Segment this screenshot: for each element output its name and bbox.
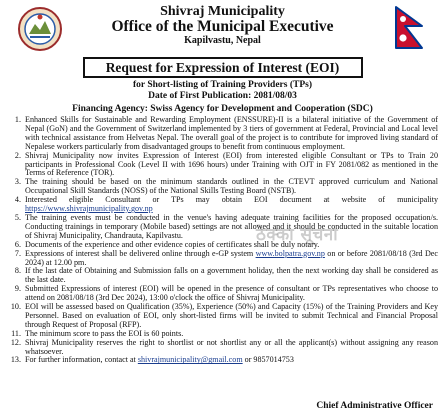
egp-website-link[interactable]: www.bolpatra.gov.np [255, 248, 325, 258]
list-item: 4. Interested eligible Consultant or TPs may obtain EOI document at website of municipality https://www.shivrajmunicipality.gov.np [23, 196, 438, 214]
list-item: 12. Shivraj Municipality reserves the right to shortlist or not shortlist any or all the applicant(s) without assigning any reason whatsoever. [23, 339, 438, 357]
header [7, 4, 438, 54]
list-item: 3. The training should be based on the minimum standards outlined in the CTEVT approved curriculum and National Occupational Skill Standards (NOSS) of the National Skills Testing Board (NSTB). [23, 178, 438, 196]
notice-items [7, 116, 438, 365]
contact-email-link[interactable]: shivrajmunicipality@gmail.com [137, 355, 243, 365]
list-item: 13. For further information, contact at shivrajmunicipality@gmail.com or 9857014753 [23, 356, 438, 365]
notice-title: Request for Expression of Interest (EOI) [83, 57, 363, 78]
signature: Chief Administrative Officer [316, 401, 433, 411]
municipality-website-link[interactable]: https://www.shivrajmunicipality.gov.np [25, 204, 153, 214]
list-item: 2. Shivraj Municipality now invites Expression of Interest (EOI) from interested eligible Consultant or TPs to Train 20 participants in Professional Cook (Level II with 1696 hours) under Training with OJT in FY 2081/082 as mentioned in the Terms of Reference (TOR). [23, 152, 438, 179]
list-item: 1. Enhanced Skills for Sustainable and Rewarding Employment (ENSSURE)-II is a bilateral initiative of the Government of Nepal (GoN) and the Government of Switzerland implemented by 3 tiers of government at Federal, Provincial and Local level with technical assistance from Helvetas Nepal. The overall goal of the project is to contribute for improved living standard of Nepalese workers particularly from disadvantaged groups to benefit from continuous employment. [23, 116, 438, 152]
list-item: 6. Documents of the experience and other evidence copies of certificates shall be duly notary. [23, 241, 438, 250]
financing-agency: Financing Agency: Swiss Agency for Development and Cooperation (SDC) [72, 104, 373, 114]
org-name: Shivraj Municipality [160, 4, 285, 19]
nepal-flag-icon [394, 6, 424, 50]
location: Kapilvastu, Nepal [184, 35, 261, 46]
notice-subtitle: for Short-listing of Training Providers (TPs) [132, 80, 312, 90]
list-item: 10. EOI will be assessed based on Qualification (35%), Experience (50%) and Capacity (15%) of the Training Providers and Key Personnel. Based on evaluation of EOI, only short-listed firms will be invited to submit Technical and Financial Proposal through Request of Proposal (RFP). [23, 303, 438, 330]
publication-date: Date of First Publication: 2081/08/03 [148, 91, 297, 101]
list-item: 11. The minimum score to pass the EOI is 60 points. [23, 330, 438, 339]
nepal-emblem-icon [17, 6, 63, 52]
list-item: 8. If the last date of Obtaining and Submission falls on a government holiday, then the next working day shall be considered as the last date. [23, 267, 438, 285]
watermark: ठेक्का सूचना [256, 225, 339, 245]
list-item: 7. Expressions of interest shall be delivered online through e-GP system www.bolpatra.gov.np on or before 2081/08/18 (3rd Dec 2024) at 12.00 pm. [23, 250, 438, 268]
list-item: 9. Submitted Expressions of interest (EOI) will be opened in the presence of consultant or TPs representatives who choose to attend on 2081/08/18 (3rd Dec 2024), 13:00 o'clock the office of Shivraj Municipality. [23, 285, 438, 303]
office-name: Office of the Municipal Executive [111, 18, 334, 35]
list-item: 5. The training events must be conducted in the venue's having adequate training facilities for the proposed occupation/s. Conducting trainings in temporary (Mobile based) settings are not allowed and it should be conducted in the suitable location of Shivraj Municipality, Chandrauta, Kapilvastu. [23, 214, 438, 241]
